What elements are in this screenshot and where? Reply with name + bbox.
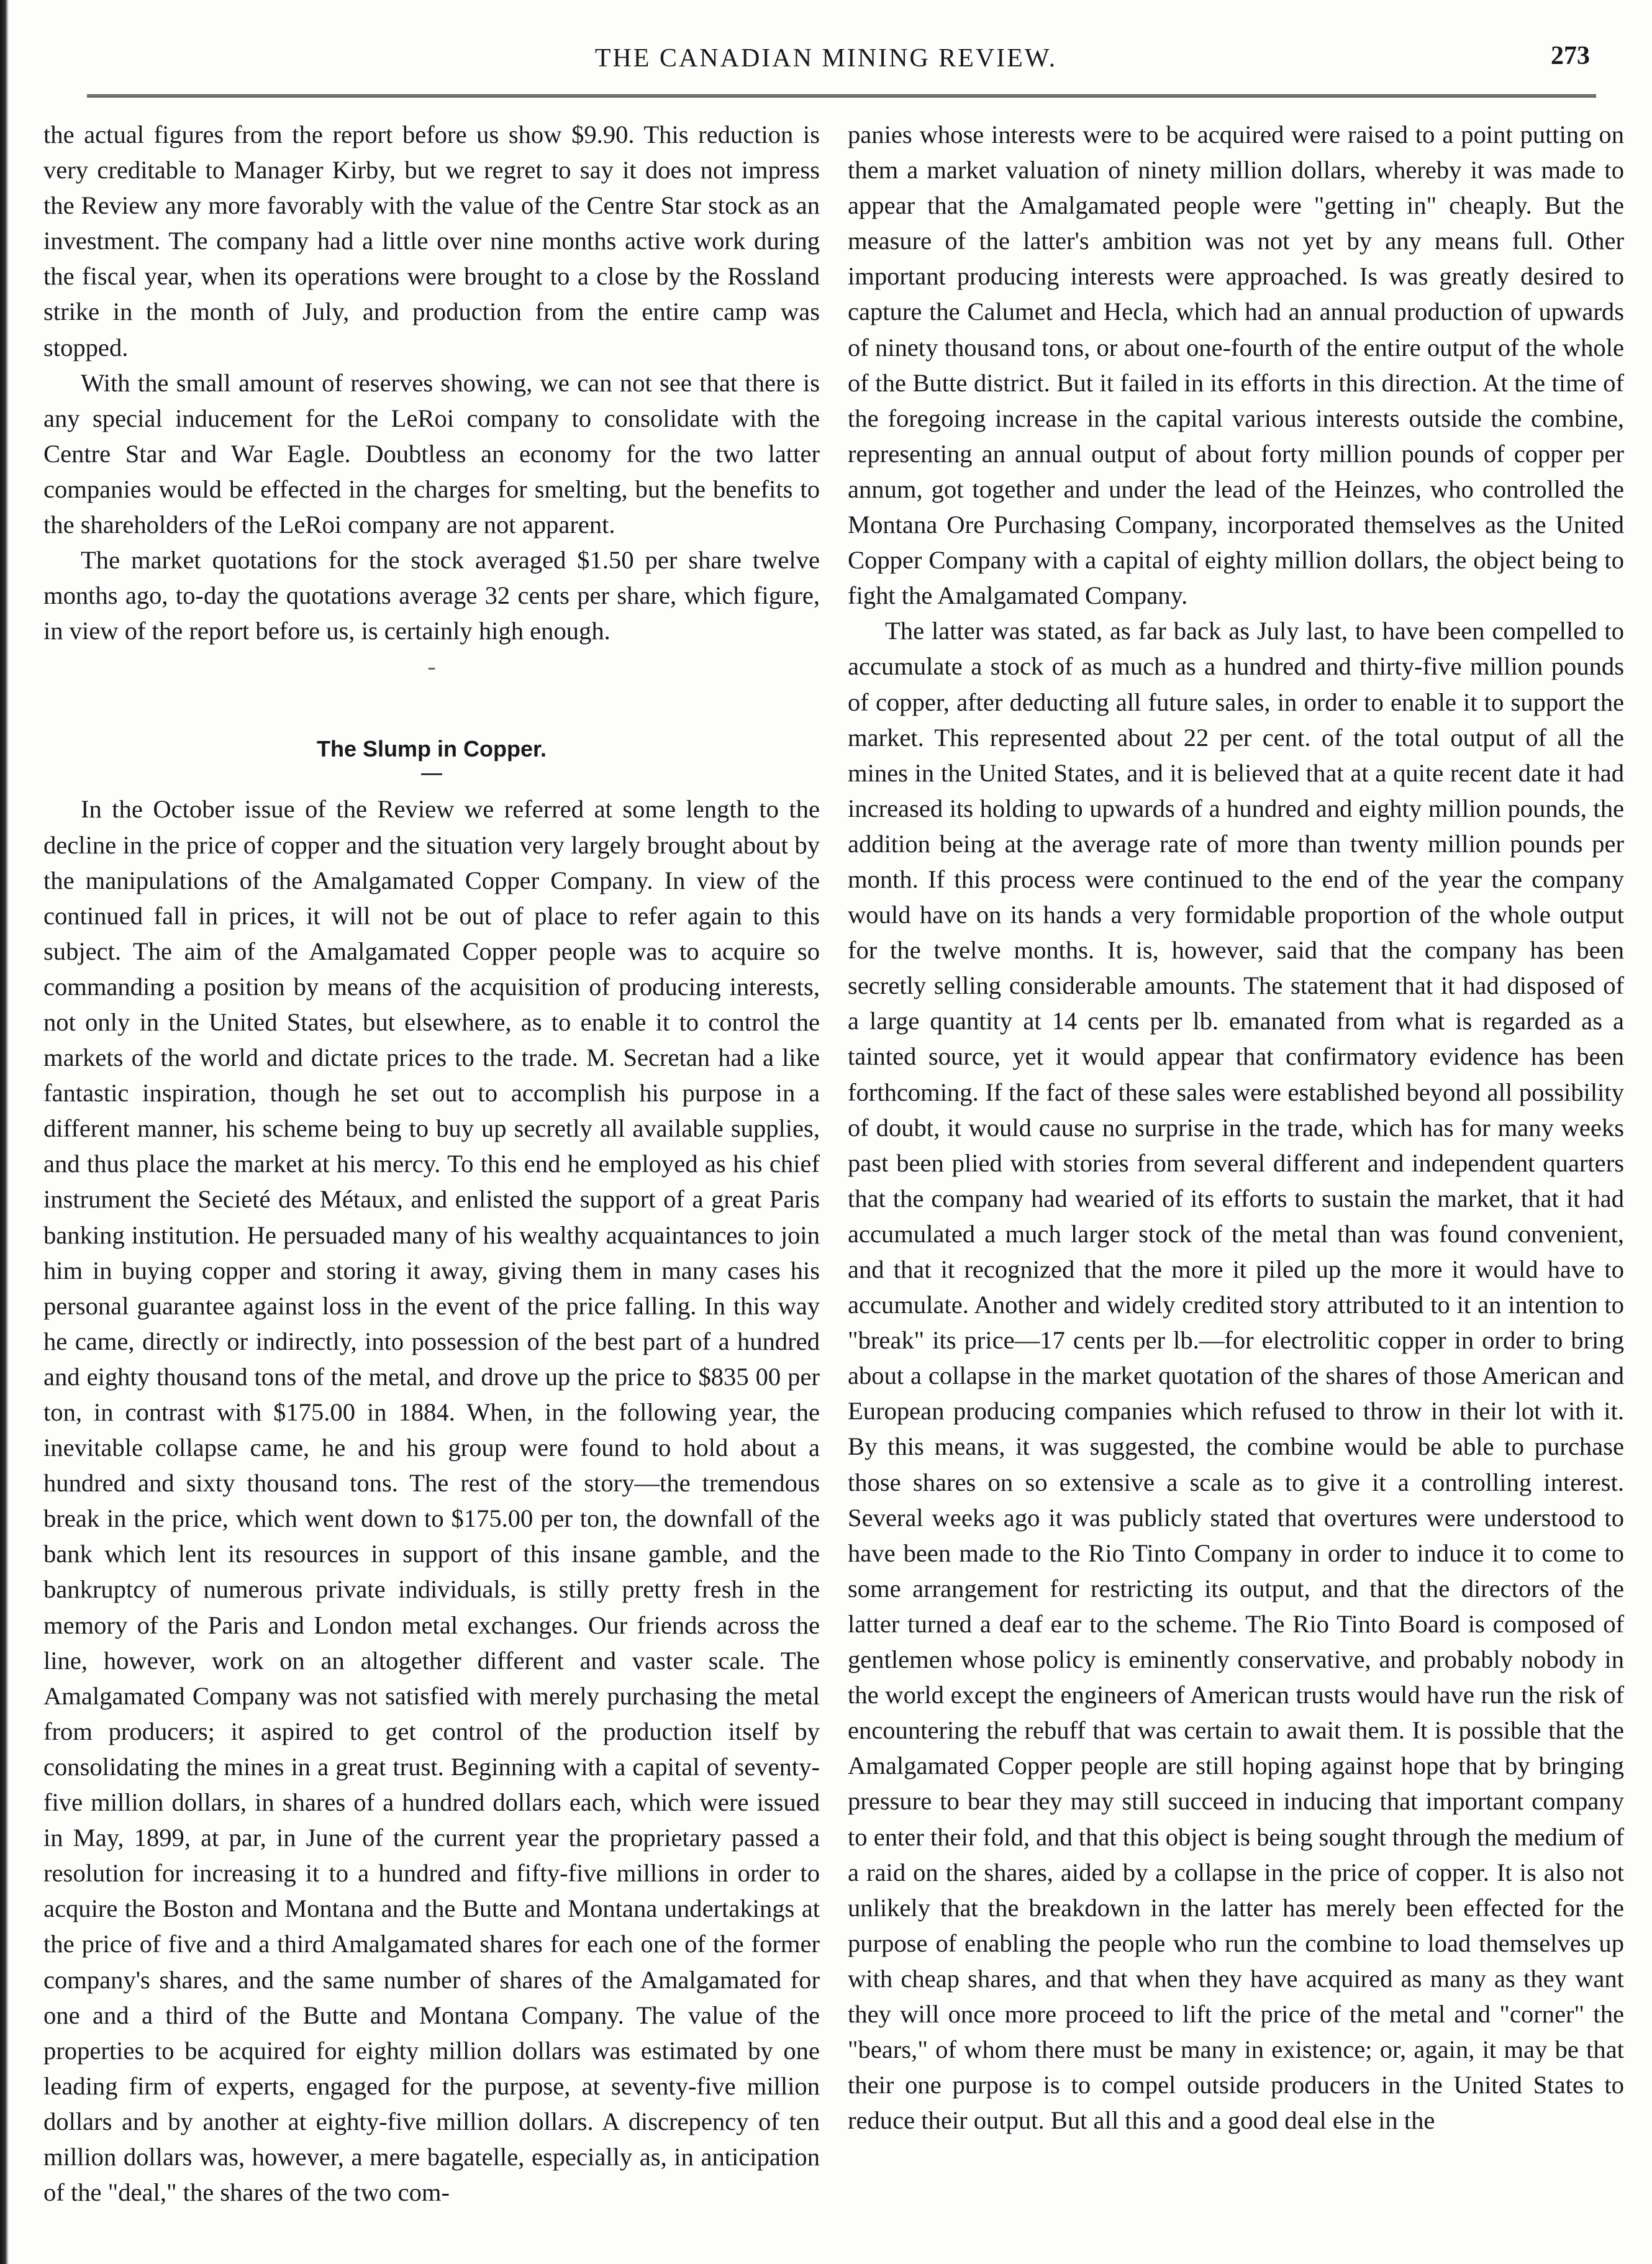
paragraph: panies whose interests were to be acquired were raised to a point putting on them a market valuation of ninety million dollars, whereby it was made to appear that the Amalgamated people were "getting in" cheaply. But the measure of the latter's ambition was not yet by any means full. Other important producing interests were approached. Is was greatly desired to capture the Calumet and Hecla, which had an annual production of upwards of ninety thousand tons, or about one-fourth of the entire output of the whole of the Butte district. But it failed in its efforts in this direction. At the time of the foregoing increase in the capital various interests outside the combine, representing an annual output of about forty million pounds of copper per annum, got together and under the lead of the Heinzes, who controlled the Montana Ore Purchasing Company, incorporated themselves as the United Copper Company with a capital of eighty million dollars, the object being to fight the Amalgamated Company.: [848, 120, 1624, 610]
running-title: THE CANADIAN MINING REVIEW.: [594, 44, 1058, 73]
page-number: 273: [1551, 42, 1590, 70]
right-column: [848, 117, 1624, 2138]
paragraph: In the October issue of the Review we referred at some length to the decline in the price of copper and the situation very largely brought about by the manipulations of the Amalgamated Copper Company. In view of the continued fall in prices, it will not be out of place to refer again to this subject. The aim of the Amalgamated Copper people was to acquire so commanding a position by means of the acquisition of producing interests, not only in the United States, but elsewhere, as to enable it to control the markets of the world and dictate prices to the trade. M. Secretan had a like fantastic inspiration, though he set out to accomplish his purpose in a different manner, his scheme being to buy up secretly all available supplies, and thus place the market at his mercy. To this end he employed as his chief instrument the Secieté des Métaux, and enlisted the support of a great Paris banking institution. He persuaded many of his wealthy acquaintances to join him in buying copper and storing it away, giving them in many cases his personal guarantee against loss in the event of the price falling. In this way he came, directly or indirectly, into possession of the best part of a hundred and eighty thousand tons of the metal, and drove up the price to $835 00 per ton, in contrast with $175.00 in 1884. When, in the following year, the inevitable collapse came, he and his group were found to hold about a hundred and sixty thousand tons. The rest of the story—the tremendous break in the price, which went down to $175.00 per ton, the downfall of the bank which lent its resources in support of this insane gamble, and the bankruptcy of numerous private individuals, is stilly pretty fresh in the memory of the Paris and London metal exchanges. Our friends across the line, however, work on an altogether different and vaster scale. The Amalgamated Company was not satisfied with merely purchasing the metal from producers; it aspired to get control of the production itself by consolidating the mines in a great trust. Beginning with a capital of seventy-five million dollars, in shares of a hundred dollars each, which were issued in May, 1899, at par, in June of the current year the proprietary passed a resolution for increasing it to a hundred and fifty-five millions in order to acquire the Boston and Montana and the Butte and Montana undertakings at the price of five and a third Amalgamated shares for each one of the former company's shares, and the same number of shares of the Amalgamated for one and a third of the Butte and Montana Company. The value of the properties to be acquired for eighty million dollars was estimated by one leading firm of experts, engaged for the purpose, at seventy-five million dollars and by another at eighty-five million dollars. A discrepency of ten million dollars was, however, a mere bagatelle, especially as, in anticipation of the "deal," the shares of the two com-: [43, 795, 820, 2207]
paragraph: The latter was stated, as far back as July last, to have been compelled to accumulate a stock of as much as a hundred and thirty-five million pounds of copper, after deducting all future sales, in order to enable it to support the market. This represented about 22 per cent. of the total output of all the mines in the United States, and it is believed that at a quite recent date it had increased its holding to upwards of a hundred and eighty million pounds, the addition being at the average rate of more than twenty million pounds per month. If this process were continued to the end of the year the company would have on its hands a very formidable proportion of the whole output for the twelve months. It is, however, said that the company has been secretly selling considerable amounts. The statement that it had disposed of a large quantity at 14 cents per lb. emanated from what is regarded as a tainted source, yet it would appear that confirmatory evidence has been forthcoming. If the fact of these sales were established beyond all possibility of doubt, it would cause no surprise in the trade, which has for many weeks past been plied with stories from several different and independent quarters that the company had wearied of its efforts to sustain the market, that it had accumulated a much larger stock of the metal than was found convenient, and that it recognized that the more it piled up the more it would have to accumulate. Another and widely credited story attributed to it an intention to "break" its price—17 cents per lb.—for electrolitic copper in order to bring about a collapse in the market quotation of the shares of those American and European producing companies which refused to throw in their lot with it. By this means, it was suggested, the combine would be able to purchase those shares on so extensive a scale as to give it a controlling interest. Several weeks ago it was publicly stated that overtures were understood to have been made to the Rio Tinto Company in order to induce it to come to some arrangement for restricting its output, and that the directors of the latter turned a deaf ear to the scheme. The Rio Tinto Board is composed of gentlemen whose policy is eminently conservative, and probably nobody in the world except the engineers of American trusts would have run the risk of encountering the rebuff that was certain to await them. It is possible that the Amalgamated Copper people are still hoping against hope that by bringing pressure to bear they may still succeed in inducing that important company to enter their fold, and that this object is being sought through the medium of a raid on the shares, aided by a collapse in the price of copper. It is also not unlikely that the breakdown in the latter has merely been effected for the purpose of enabling the people who run the combine to load themselves up with cheap shares, and that when they have acquired as many as they want they will once more proceed to lift the price of the metal and "corner" the "bears," of whom there must be many in existence; or, again, it may be that their one purpose is to compel outside producers in the United States to reduce their output. But all this and a good deal else in the: [848, 617, 1624, 2135]
paragraph: the actual figures from the report before us show $9.90. This reduction is very creditable to Manager Kirby, but we regret to say it does not impress the Review any more favorably with the value of the Centre Star stock as an investment. The company had a little over nine months active work during the fiscal year, when its operations were brought to a close by the Rossland strike in the month of July, and production from the entire camp was stopped.: [43, 120, 820, 361]
section-gap: [43, 684, 820, 734]
paragraph: The market quotations for the stock averaged $1.50 per share twelve months ago, to-day the quotations average 32 cents per share, which figure, in view of the report before us, is certainly high enough.: [43, 546, 820, 645]
heading-rule: [421, 773, 442, 775]
header-rule: [87, 94, 1596, 98]
paragraph: With the small amount of reserves showing, we can not see that there is any special inducement for the LeRoi company to consolidate with the Centre Star and War Eagle. Doubtless an economy for the two latter companies would be effected in the charges for smelting, but the benefits to the shareholders of the LeRoi company are not apparent.: [43, 368, 820, 539]
section-heading: The Slump in Copper.: [316, 736, 547, 762]
page-header: [56, 32, 1596, 82]
binding-edge: [0, 0, 9, 2264]
section-separator: -: [427, 652, 436, 681]
left-column: [43, 117, 820, 2210]
